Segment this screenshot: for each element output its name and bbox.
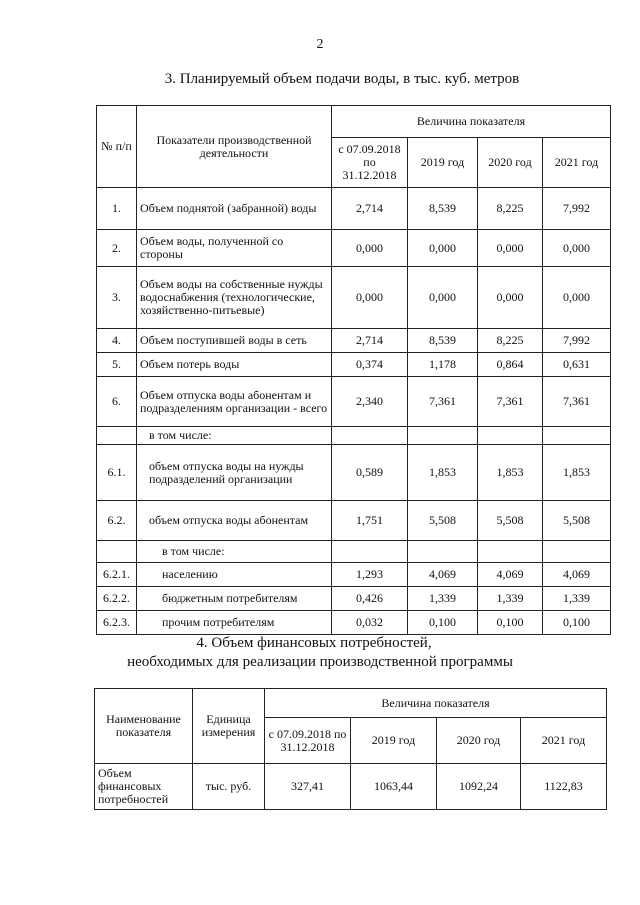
row-value-2021: 1,339	[543, 587, 611, 611]
row-value-2019: 1,178	[408, 353, 478, 377]
row-num: 1.	[97, 188, 137, 230]
row-value-period	[332, 427, 408, 445]
row-value-period: 327,41	[265, 764, 351, 810]
row-value-2020: 8,225	[478, 329, 543, 353]
row-value-period: 2,714	[332, 188, 408, 230]
row-value-2019: 8,539	[408, 188, 478, 230]
row-value-period: 1,751	[332, 501, 408, 541]
row-value-2021: 7,992	[543, 329, 611, 353]
header-value: Величина показателя	[265, 689, 607, 718]
row-value-2021: 1,853	[543, 445, 611, 501]
table-row	[97, 563, 611, 587]
section-4-title-line2: необходимых для реализации производственной программы	[127, 654, 513, 670]
row-value-2019: 5,508	[408, 501, 478, 541]
row-num: 2.	[97, 230, 137, 267]
row-value-2019	[408, 427, 478, 445]
row-name: в том числе:	[137, 427, 332, 445]
row-value-2020	[478, 541, 543, 563]
row-value-period	[332, 541, 408, 563]
row-name: Объем поднятой (забранной) воды	[137, 188, 332, 230]
row-value-2019: 4,069	[408, 563, 478, 587]
row-value-2020: 0,864	[478, 353, 543, 377]
table-row	[97, 353, 611, 377]
row-value-period: 0,426	[332, 587, 408, 611]
row-value-2021: 7,361	[543, 377, 611, 427]
row-name: населению	[137, 563, 332, 587]
header-2019: 2019 год	[351, 718, 437, 764]
header-num: № п/п	[97, 106, 137, 188]
row-value-2019	[408, 541, 478, 563]
row-value-period: 0,000	[332, 267, 408, 329]
row-name: объем отпуска воды абонентам	[137, 501, 332, 541]
row-value-2021	[543, 427, 611, 445]
row-value-2020: 0,100	[478, 611, 543, 635]
row-value-2021: 0,631	[543, 353, 611, 377]
header-period: с 07.09.2018 по 31.12.2018	[265, 718, 351, 764]
table-row	[97, 188, 611, 230]
row-num: 5.	[97, 353, 137, 377]
section-3-title: 3. Планируемый объем подачи воды, в тыс. куб. метров	[164, 71, 520, 87]
row-name: бюджетным потребителям	[137, 587, 332, 611]
row-name: Объем поступившей воды в сеть	[137, 329, 332, 353]
row-value-period: 0,032	[332, 611, 408, 635]
table-row	[97, 329, 611, 353]
row-value-2019: 1,853	[408, 445, 478, 501]
row-value-2019: 0,000	[408, 267, 478, 329]
row-value-2020: 0,000	[478, 267, 543, 329]
header-name: Наименование показателя	[95, 689, 193, 764]
row-value-2020: 1,339	[478, 587, 543, 611]
row-num: 3.	[97, 267, 137, 329]
row-value-2020	[478, 427, 543, 445]
header-2021: 2021 год	[543, 138, 611, 188]
table-row	[97, 427, 611, 445]
page-number: 2	[316, 37, 324, 52]
row-num	[97, 427, 137, 445]
row-unit: тыс. руб.	[193, 764, 265, 810]
row-name: Объем воды на собственные нужды водоснабжения (технологические, хозяйственно-питьевые)	[137, 267, 332, 329]
row-num: 6.2.2.	[97, 587, 137, 611]
header-period: с 07.09.2018 по 31.12.2018	[332, 138, 408, 188]
water-supply-table	[96, 105, 611, 635]
row-value-2019: 0,100	[408, 611, 478, 635]
header-2020: 2020 год	[437, 718, 521, 764]
row-value-2020: 8,225	[478, 188, 543, 230]
table-row	[97, 611, 611, 635]
row-value-2020: 4,069	[478, 563, 543, 587]
row-name: в том числе:	[137, 541, 332, 563]
table-row	[97, 501, 611, 541]
table-row	[97, 267, 611, 329]
row-value-2021: 1122,83	[521, 764, 607, 810]
section-4-title-line1: 4. Объем финансовых потребностей,	[196, 635, 432, 651]
row-value-period: 1,293	[332, 563, 408, 587]
header-2020: 2020 год	[478, 138, 543, 188]
row-name: Объем потерь воды	[137, 353, 332, 377]
row-value-period: 0,000	[332, 230, 408, 267]
row-value-2021: 0,100	[543, 611, 611, 635]
row-value-period: 2,340	[332, 377, 408, 427]
row-name: прочим потребителям	[137, 611, 332, 635]
row-name: Объем финансовых потребностей	[95, 764, 193, 810]
row-num: 6.	[97, 377, 137, 427]
row-value-2019: 0,000	[408, 230, 478, 267]
table-row	[97, 541, 611, 563]
row-value-2019: 8,539	[408, 329, 478, 353]
row-value-2020: 7,361	[478, 377, 543, 427]
row-name: Объем отпуска воды абонентам и подразделениям организации - всего	[137, 377, 332, 427]
row-name: объем отпуска воды на нужды подразделений организации	[137, 445, 332, 501]
row-value-2019: 1,339	[408, 587, 478, 611]
row-value-2021: 4,069	[543, 563, 611, 587]
row-num: 6.2.	[97, 501, 137, 541]
header-2019: 2019 год	[408, 138, 478, 188]
header-unit: Единица измерения	[193, 689, 265, 764]
table-row	[97, 377, 611, 427]
row-value-2021	[543, 541, 611, 563]
row-value-2020: 1,853	[478, 445, 543, 501]
row-num: 6.2.3.	[97, 611, 137, 635]
row-value-2021: 0,000	[543, 267, 611, 329]
header-value: Величина показателя	[332, 106, 611, 138]
row-value-2021: 0,000	[543, 230, 611, 267]
table-row	[97, 230, 611, 267]
row-value-2020: 1092,24	[437, 764, 521, 810]
row-num: 6.2.1.	[97, 563, 137, 587]
financial-needs-table	[94, 688, 607, 810]
row-value-2021: 5,508	[543, 501, 611, 541]
row-value-2020: 5,508	[478, 501, 543, 541]
row-value-period: 0,374	[332, 353, 408, 377]
header-2021: 2021 год	[521, 718, 607, 764]
row-value-period: 2,714	[332, 329, 408, 353]
row-value-2019: 7,361	[408, 377, 478, 427]
table-row	[97, 587, 611, 611]
row-name: Объем воды, полученной со стороны	[137, 230, 332, 267]
row-value-2019: 1063,44	[351, 764, 437, 810]
row-num: 4.	[97, 329, 137, 353]
row-value-2021: 7,992	[543, 188, 611, 230]
table-row	[97, 445, 611, 501]
table-row	[95, 764, 607, 810]
row-num	[97, 541, 137, 563]
row-num: 6.1.	[97, 445, 137, 501]
row-value-period: 0,589	[332, 445, 408, 501]
row-value-2020: 0,000	[478, 230, 543, 267]
header-indicator: Показатели производственной деятельности	[137, 106, 332, 188]
